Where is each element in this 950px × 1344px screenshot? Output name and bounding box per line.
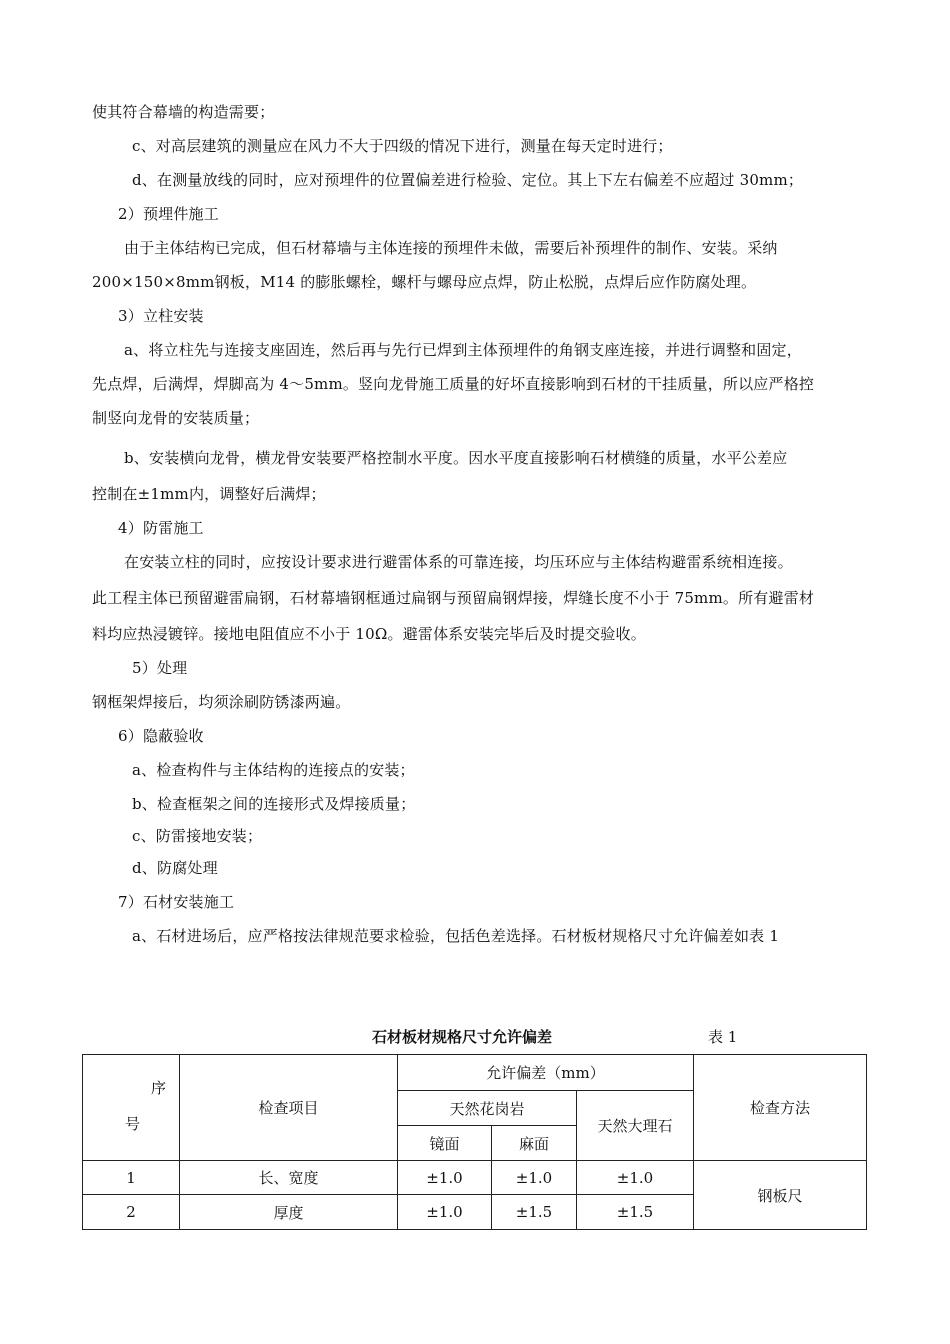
paragraph-line: a、将立柱先与连接支座固连，然后再与先行已焊到主体预埋件的角钢支座连接，并进行调整和固定， (124, 341, 802, 359)
paragraph-line: a、石材进场后，应严格按法律规范要求检验，包括色差选择。石材板材规格尺寸允许偏差如表 1 (132, 927, 780, 945)
paragraph-line: d、在测量放线的同时，应对预埋件的位置偏差进行检验、定位。其上下左右偏差不应超过 30mm； (132, 171, 804, 189)
paragraph-line: 200×150×8mm钢板，M14 的膨胀螺栓，螺杆与螺母应点焊，防止松脱，点焊后应作防腐处理。 (92, 273, 757, 291)
method-value: 钢板尺 (694, 1161, 867, 1230)
paragraph-line: 控制在±1mm内，调整好后满焊； (92, 485, 326, 503)
section-heading: 7）石材安装施工 (118, 893, 235, 911)
section-heading: 3）立柱安装 (118, 307, 204, 325)
row-rough-value: ±1.5 (492, 1195, 577, 1230)
paragraph-line: d、防腐处理 (132, 859, 218, 877)
paragraph-line: c、防雷接地安装； (132, 827, 263, 845)
row-item: 长、宽度 (180, 1161, 398, 1195)
paragraph-line: b、检查框架之间的连接形式及焊接质量； (132, 795, 416, 813)
seq-header-bottom: 号 (125, 1115, 141, 1133)
section-heading: 5）处理 (132, 659, 188, 677)
paragraph-line: 在安装立柱的同时，应按设计要求进行避雷体系的可靠连接，均压环应与主体结构避雷系统相连接。 (124, 553, 793, 571)
row-item: 厚度 (180, 1195, 398, 1230)
paragraph-line: 先点焊，后满焊，焊脚高为 4～5mm。竖向龙骨施工质量的好坏直接影响到石材的干挂质量，所以应严格控 (92, 375, 815, 393)
tolerance-header: 允许偏差（mm） (398, 1055, 694, 1091)
paragraph-line: b、安装横向龙骨，横龙骨安装要严格控制水平度。因水平度直接影响石材横缝的质量，水平公差应 (124, 449, 788, 467)
table-caption: 石材板材规格尺寸允许偏差 (372, 1028, 553, 1046)
mirror-header: 镜面 (398, 1126, 492, 1161)
rough-header: 麻面 (492, 1126, 577, 1161)
granite-header: 天然花岗岩 (398, 1091, 577, 1126)
row-number: 1 (83, 1161, 180, 1195)
section-heading: 2）预埋件施工 (118, 205, 219, 223)
row-marble-value: ±1.5 (577, 1195, 694, 1230)
row-mirror-value: ±1.0 (398, 1195, 492, 1230)
row-number: 2 (83, 1195, 180, 1230)
paragraph-line: 制竖向龙骨的安装质量； (92, 409, 260, 427)
table-row (83, 1161, 867, 1195)
row-marble-value: ±1.0 (577, 1161, 694, 1195)
marble-header: 天然大理石 (577, 1091, 694, 1161)
table-number: 表 1 (708, 1028, 738, 1046)
tolerance-table (82, 1054, 867, 1230)
section-heading: 6）隐蔽验收 (118, 727, 204, 745)
paragraph-line: 钢框架焊接后，均须涂刷防锈漆两遍。 (92, 693, 351, 711)
paragraph-line: 由于主体结构已完成，但石材幕墙与主体连接的预埋件未做，需要后补预埋件的制作、安装。采纳 (124, 239, 778, 257)
paragraph-line: 使其符合幕墙的构造需要； (92, 103, 275, 121)
seq-header-top: 序 (151, 1079, 167, 1097)
method-header: 检查方法 (694, 1055, 867, 1161)
paragraph-line: c、对高层建筑的测量应在风力不大于四级的情况下进行，测量在每天定时进行； (132, 137, 673, 155)
row-rough-value: ±1.0 (492, 1161, 577, 1195)
paragraph-line: 此工程主体已预留避雷扁钢，石材幕墙钢框通过扁钢与预留扁钢焊接，焊缝长度不小于 75mm。所有避雷材 (92, 589, 815, 607)
row-mirror-value: ±1.0 (398, 1161, 492, 1195)
section-heading: 4）防雷施工 (118, 519, 204, 537)
item-header: 检查项目 (180, 1055, 398, 1161)
paragraph-line: a、检查构件与主体结构的连接点的安装； (132, 761, 415, 779)
paragraph-line: 料均应热浸镀锌。接地电阻值应不小于 10Ω。避雷体系安装完毕后及时提交验收。 (92, 625, 646, 643)
seq-header-cell (83, 1055, 180, 1161)
